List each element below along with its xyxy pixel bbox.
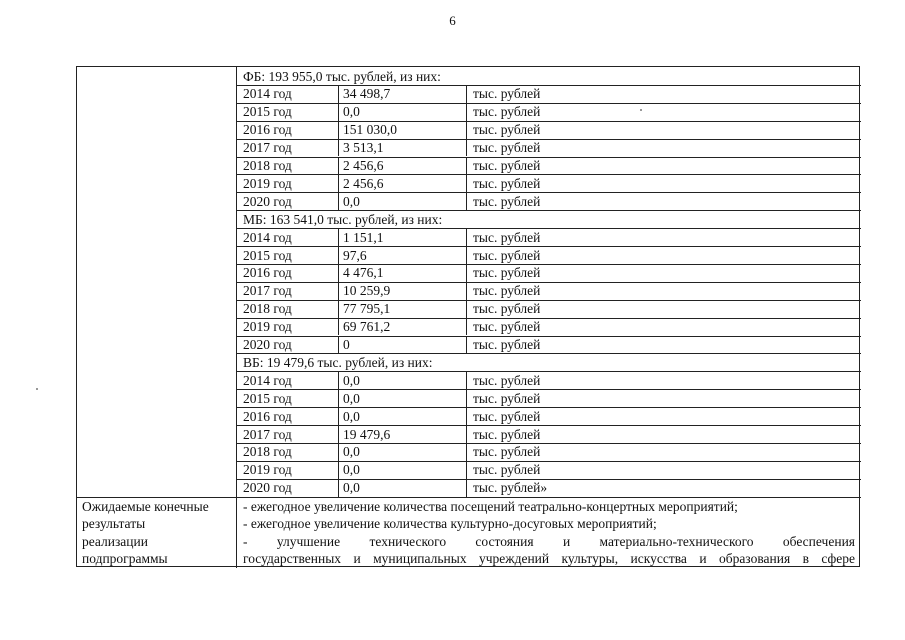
- amount-cell: 97,6: [343, 247, 367, 263]
- unit-cell: тыс. рублей: [473, 444, 541, 460]
- year-cell: 2020 год: [243, 480, 292, 496]
- unit-cell: тыс. рублей: [473, 265, 541, 281]
- column-divider: [338, 103, 339, 121]
- column-divider: [338, 121, 339, 139]
- results-line: - ежегодное увеличение количества культурно-досуговых мероприятий;: [243, 516, 657, 532]
- year-cell: 2017 год: [243, 140, 292, 156]
- column-divider: [338, 318, 339, 336]
- unit-cell: тыс. рублей: [473, 390, 541, 406]
- year-cell: 2016 год: [243, 408, 292, 424]
- unit-cell: тыс. рублей: [473, 247, 541, 263]
- amount-cell: 151 030,0: [343, 122, 397, 138]
- year-cell: 2016 год: [243, 122, 292, 138]
- row-divider: [236, 336, 861, 337]
- year-cell: 2015 год: [243, 104, 292, 120]
- year-cell: 2014 год: [243, 372, 292, 388]
- year-cell: 2016 год: [243, 265, 292, 281]
- unit-cell: тыс. рублей: [473, 193, 541, 209]
- row-divider: [236, 85, 861, 86]
- amount-cell: 0,0: [343, 193, 360, 209]
- column-divider: [466, 157, 467, 175]
- year-cell: 2017 год: [243, 426, 292, 442]
- amount-cell: 2 456,6: [343, 175, 384, 191]
- column-divider: [338, 300, 339, 318]
- results-label-line: Ожидаемые конечные: [82, 498, 209, 514]
- amount-cell: 77 795,1: [343, 301, 391, 317]
- year-cell: 2017 год: [243, 283, 292, 299]
- row-divider: [236, 479, 861, 480]
- column-divider: [338, 461, 339, 479]
- year-cell: 2019 год: [243, 319, 292, 335]
- column-divider: [466, 479, 467, 497]
- scan-speck: [640, 109, 642, 111]
- row-divider: [236, 425, 861, 426]
- amount-cell: 2 456,6: [343, 158, 384, 173]
- column-divider: [338, 389, 339, 407]
- year-cell: 2014 год: [243, 86, 292, 102]
- column-divider: [338, 282, 339, 300]
- unit-cell: тыс. рублей: [473, 319, 541, 335]
- column-divider: [338, 228, 339, 246]
- results-label-line: реализации: [82, 533, 148, 549]
- column-divider: [338, 192, 339, 210]
- column-divider: [338, 336, 339, 354]
- column-divider: [466, 425, 467, 443]
- page-number: 6: [449, 13, 456, 28]
- amount-cell: 10 259,9: [343, 283, 391, 299]
- column-divider: [338, 425, 339, 443]
- amount-cell: 0: [343, 337, 350, 352]
- row-divider: [236, 192, 861, 193]
- amount-cell: 3 513,1: [343, 140, 384, 156]
- results-line: - ежегодное увеличение количества посещений театрально-концертных мероприятий;: [243, 498, 738, 514]
- column-divider: [338, 139, 339, 157]
- row-divider: [236, 139, 861, 140]
- row-divider: [236, 282, 861, 283]
- column-divider: [466, 461, 467, 479]
- column-divider: [338, 443, 339, 461]
- unit-cell: тыс. рублей: [473, 337, 541, 352]
- amount-cell: 34 498,7: [343, 86, 391, 102]
- column-divider: [338, 157, 339, 175]
- column-divider: [466, 407, 467, 425]
- amount-cell: 0,0: [343, 372, 360, 388]
- column-divider: [338, 371, 339, 389]
- column-divider: [466, 318, 467, 336]
- amount-cell: 0,0: [343, 104, 360, 120]
- row-divider: [236, 300, 861, 301]
- amount-cell: 0,0: [343, 462, 360, 478]
- row-divider: [236, 389, 861, 390]
- column-divider: [466, 264, 467, 282]
- amount-cell: 19 479,6: [343, 426, 391, 442]
- unit-cell: тыс. рублей: [473, 408, 541, 424]
- unit-cell: тыс. рублей: [473, 372, 541, 388]
- column-divider: [466, 282, 467, 300]
- unit-cell: тыс. рублей: [473, 426, 541, 442]
- row-divider: [236, 461, 861, 462]
- year-cell: 2014 год: [243, 229, 292, 245]
- row-divider: [236, 246, 861, 247]
- row-divider: [236, 157, 861, 158]
- year-cell: 2015 год: [243, 390, 292, 406]
- column-divider: [466, 443, 467, 461]
- section-header: ВБ: 19 479,6 тыс. рублей, из них:: [243, 354, 433, 370]
- unit-cell: тыс. рублей: [473, 140, 541, 156]
- section-header: ФБ: 193 955,0 тыс. рублей, из них:: [243, 68, 441, 84]
- results-text: [243, 498, 855, 568]
- row-divider: [236, 103, 861, 104]
- year-cell: 2019 год: [243, 462, 292, 478]
- unit-cell: тыс. рублей: [473, 462, 541, 478]
- column-divider: [466, 174, 467, 192]
- results-label: [82, 498, 209, 568]
- results-line: - улучшение технического состояния и материально-технического обеспечения: [243, 533, 855, 549]
- column-divider: [466, 336, 467, 354]
- row-divider: [236, 174, 861, 175]
- amount-cell: 0,0: [343, 390, 360, 406]
- column-divider: [466, 300, 467, 318]
- section-header: МБ: 163 541,0 тыс. рублей, из них:: [243, 211, 443, 227]
- column-divider: [466, 121, 467, 139]
- column-divider: [466, 103, 467, 121]
- unit-cell: тыс. рублей: [473, 301, 541, 317]
- year-cell: 2015 год: [243, 247, 292, 263]
- column-divider: [466, 139, 467, 157]
- column-divider: [338, 174, 339, 192]
- financing-table: [76, 66, 860, 567]
- results-label-line: результаты: [82, 516, 146, 532]
- unit-cell: тыс. рублей: [473, 86, 541, 102]
- column-divider: [466, 389, 467, 407]
- row-divider: [236, 443, 861, 444]
- amount-cell: 4 476,1: [343, 265, 384, 281]
- results-line: государственных и муниципальных учреждений культуры, искусства и образования в сфере: [243, 551, 855, 567]
- column-divider: [338, 407, 339, 425]
- unit-cell: тыс. рублей: [473, 122, 541, 138]
- column-divider: [338, 264, 339, 282]
- unit-cell: тыс. рублей: [473, 283, 541, 299]
- year-cell: 2018 год: [243, 444, 292, 460]
- amount-cell: 69 761,2: [343, 319, 391, 335]
- unit-cell: тыс. рублей»: [473, 480, 548, 496]
- row-divider: [236, 264, 861, 265]
- scan-speck: [36, 388, 38, 390]
- row-divider: [236, 407, 861, 408]
- amount-cell: 0,0: [343, 480, 360, 496]
- unit-cell: тыс. рублей: [473, 104, 541, 120]
- row-divider: [236, 371, 861, 372]
- unit-cell: тыс. рублей: [473, 175, 541, 191]
- column-divider: [338, 85, 339, 103]
- unit-cell: тыс. рублей: [473, 229, 541, 245]
- amount-cell: 0,0: [343, 444, 360, 460]
- year-cell: 2018 год: [243, 301, 292, 317]
- row-divider: [236, 318, 861, 319]
- column-divider: [338, 479, 339, 497]
- row-divider: [236, 228, 861, 229]
- year-cell: 2018 год: [243, 158, 292, 173]
- year-cell: 2020 год: [243, 193, 292, 209]
- column-divider: [466, 192, 467, 210]
- column-divider: [466, 228, 467, 246]
- amount-cell: 1 151,1: [343, 229, 384, 245]
- results-label-line: подпрограммы: [82, 551, 168, 567]
- column-divider: [466, 246, 467, 264]
- amount-cell: 0,0: [343, 408, 360, 424]
- column-divider: [466, 85, 467, 103]
- unit-cell: тыс. рублей: [473, 158, 541, 173]
- column-divider: [338, 246, 339, 264]
- year-cell: 2020 год: [243, 337, 292, 352]
- row-divider: [236, 121, 861, 122]
- column-divider: [466, 371, 467, 389]
- year-cell: 2019 год: [243, 175, 292, 191]
